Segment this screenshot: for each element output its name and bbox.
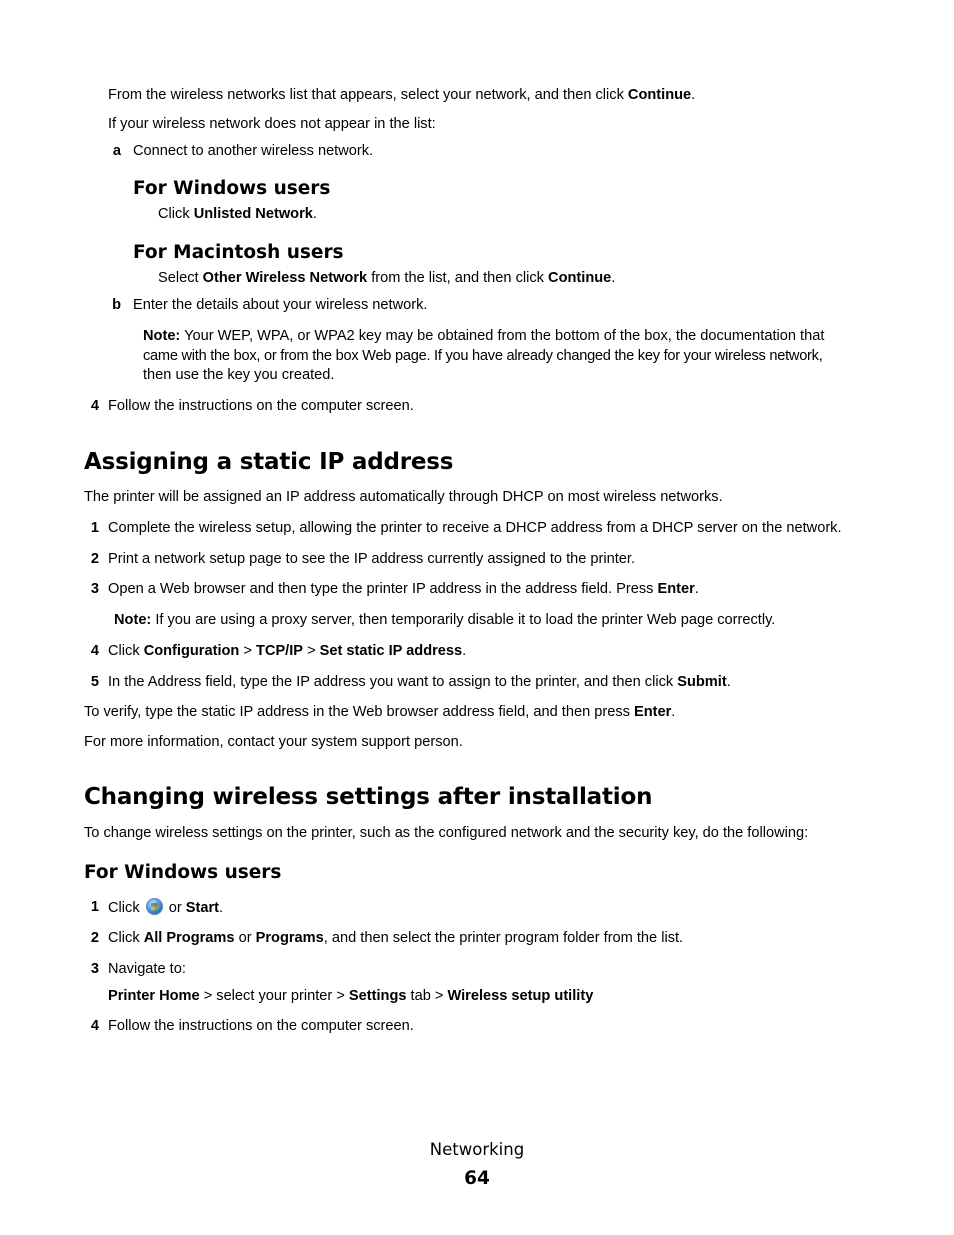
list-item-a: Connect to another wireless network. [133,143,374,159]
step-text: Click Configuration > TCP/IP > Set static IP address. [108,643,467,659]
note-line-3: then use the key you created. [143,367,335,383]
intro-paragraph: From the wireless networks list that appears, select your network, and then click Continue. [108,87,696,103]
section-heading-static-ip: Assigning a static IP address [84,449,454,475]
list-item-b: Enter the details about your wireless network. [133,297,428,313]
list-marker-a: a [112,143,121,159]
step-number: 5 [90,674,99,690]
note-line-2: came with the box, or from the box Web page. If you have already changed the key for your wireless network, [143,348,823,364]
step-text: Follow the instructions on the computer screen. [108,1018,414,1034]
navigation-path: Printer Home > select your printer > Settings tab > Wireless setup utility [108,988,594,1004]
step-text: Click or Start. [108,900,224,916]
step-text: Navigate to: [108,961,186,977]
more-info-paragraph: For more information, contact your system support person. [84,734,463,750]
list-marker-b: b [112,297,121,313]
macintosh-instruction: Select Other Wireless Network from the list, and then click Continue. [158,270,616,286]
step-text: Complete the wireless setup, allowing the printer to receive a DHCP address from a DHCP server on the network. [108,520,842,536]
subheading-macintosh-users: For Macintosh users [133,242,344,263]
note-line-1: Note: Your WEP, WPA, or WPA2 key may be obtained from the bottom of the box, the documentation that [143,328,825,344]
intro-not-listed: If your wireless network does not appear in the list: [108,116,436,132]
changing-intro: To change wireless settings on the printer, such as the configured network and the security key, do the following: [84,825,809,841]
windows-start-orb-icon [146,898,163,915]
static-ip-intro: The printer will be assigned an IP address automatically through DHCP on most wireless networks. [84,489,723,505]
step-number: 4 [90,1018,99,1034]
windows-instruction: Click Unlisted Network. [158,206,317,222]
step-number: 2 [90,551,99,567]
step-number: 2 [90,930,99,946]
page-number: 64 [464,1168,490,1189]
subheading-windows-users: For Windows users [133,178,331,199]
step-number: 4 [90,398,99,414]
proxy-note: Note: If you are using a proxy server, then temporarily disable it to load the printer Web page correctly. [114,612,776,628]
step-text: Print a network setup page to see the IP address currently assigned to the printer. [108,551,636,567]
step-text: Follow the instructions on the computer screen. [108,398,414,414]
step-number: 1 [90,899,99,915]
step-text: Open a Web browser and then type the printer IP address in the address field. Press Enter. [108,581,699,597]
step-number: 3 [90,581,99,597]
step-number: 1 [90,520,99,536]
step-number: 4 [90,643,99,659]
step-text: Click All Programs or Programs, and then select the printer program folder from the list. [108,930,684,946]
subheading-windows-users: For Windows users [84,862,282,883]
verify-paragraph: To verify, type the static IP address in the Web browser address field, and then press Enter. [84,704,676,720]
step-number: 3 [90,961,99,977]
step-text: In the Address field, type the IP address you want to assign to the printer, and then click Submit. [108,674,731,690]
section-heading-changing-wireless: Changing wireless settings after installation [84,784,653,810]
footer-section-name: Networking [429,1140,525,1159]
